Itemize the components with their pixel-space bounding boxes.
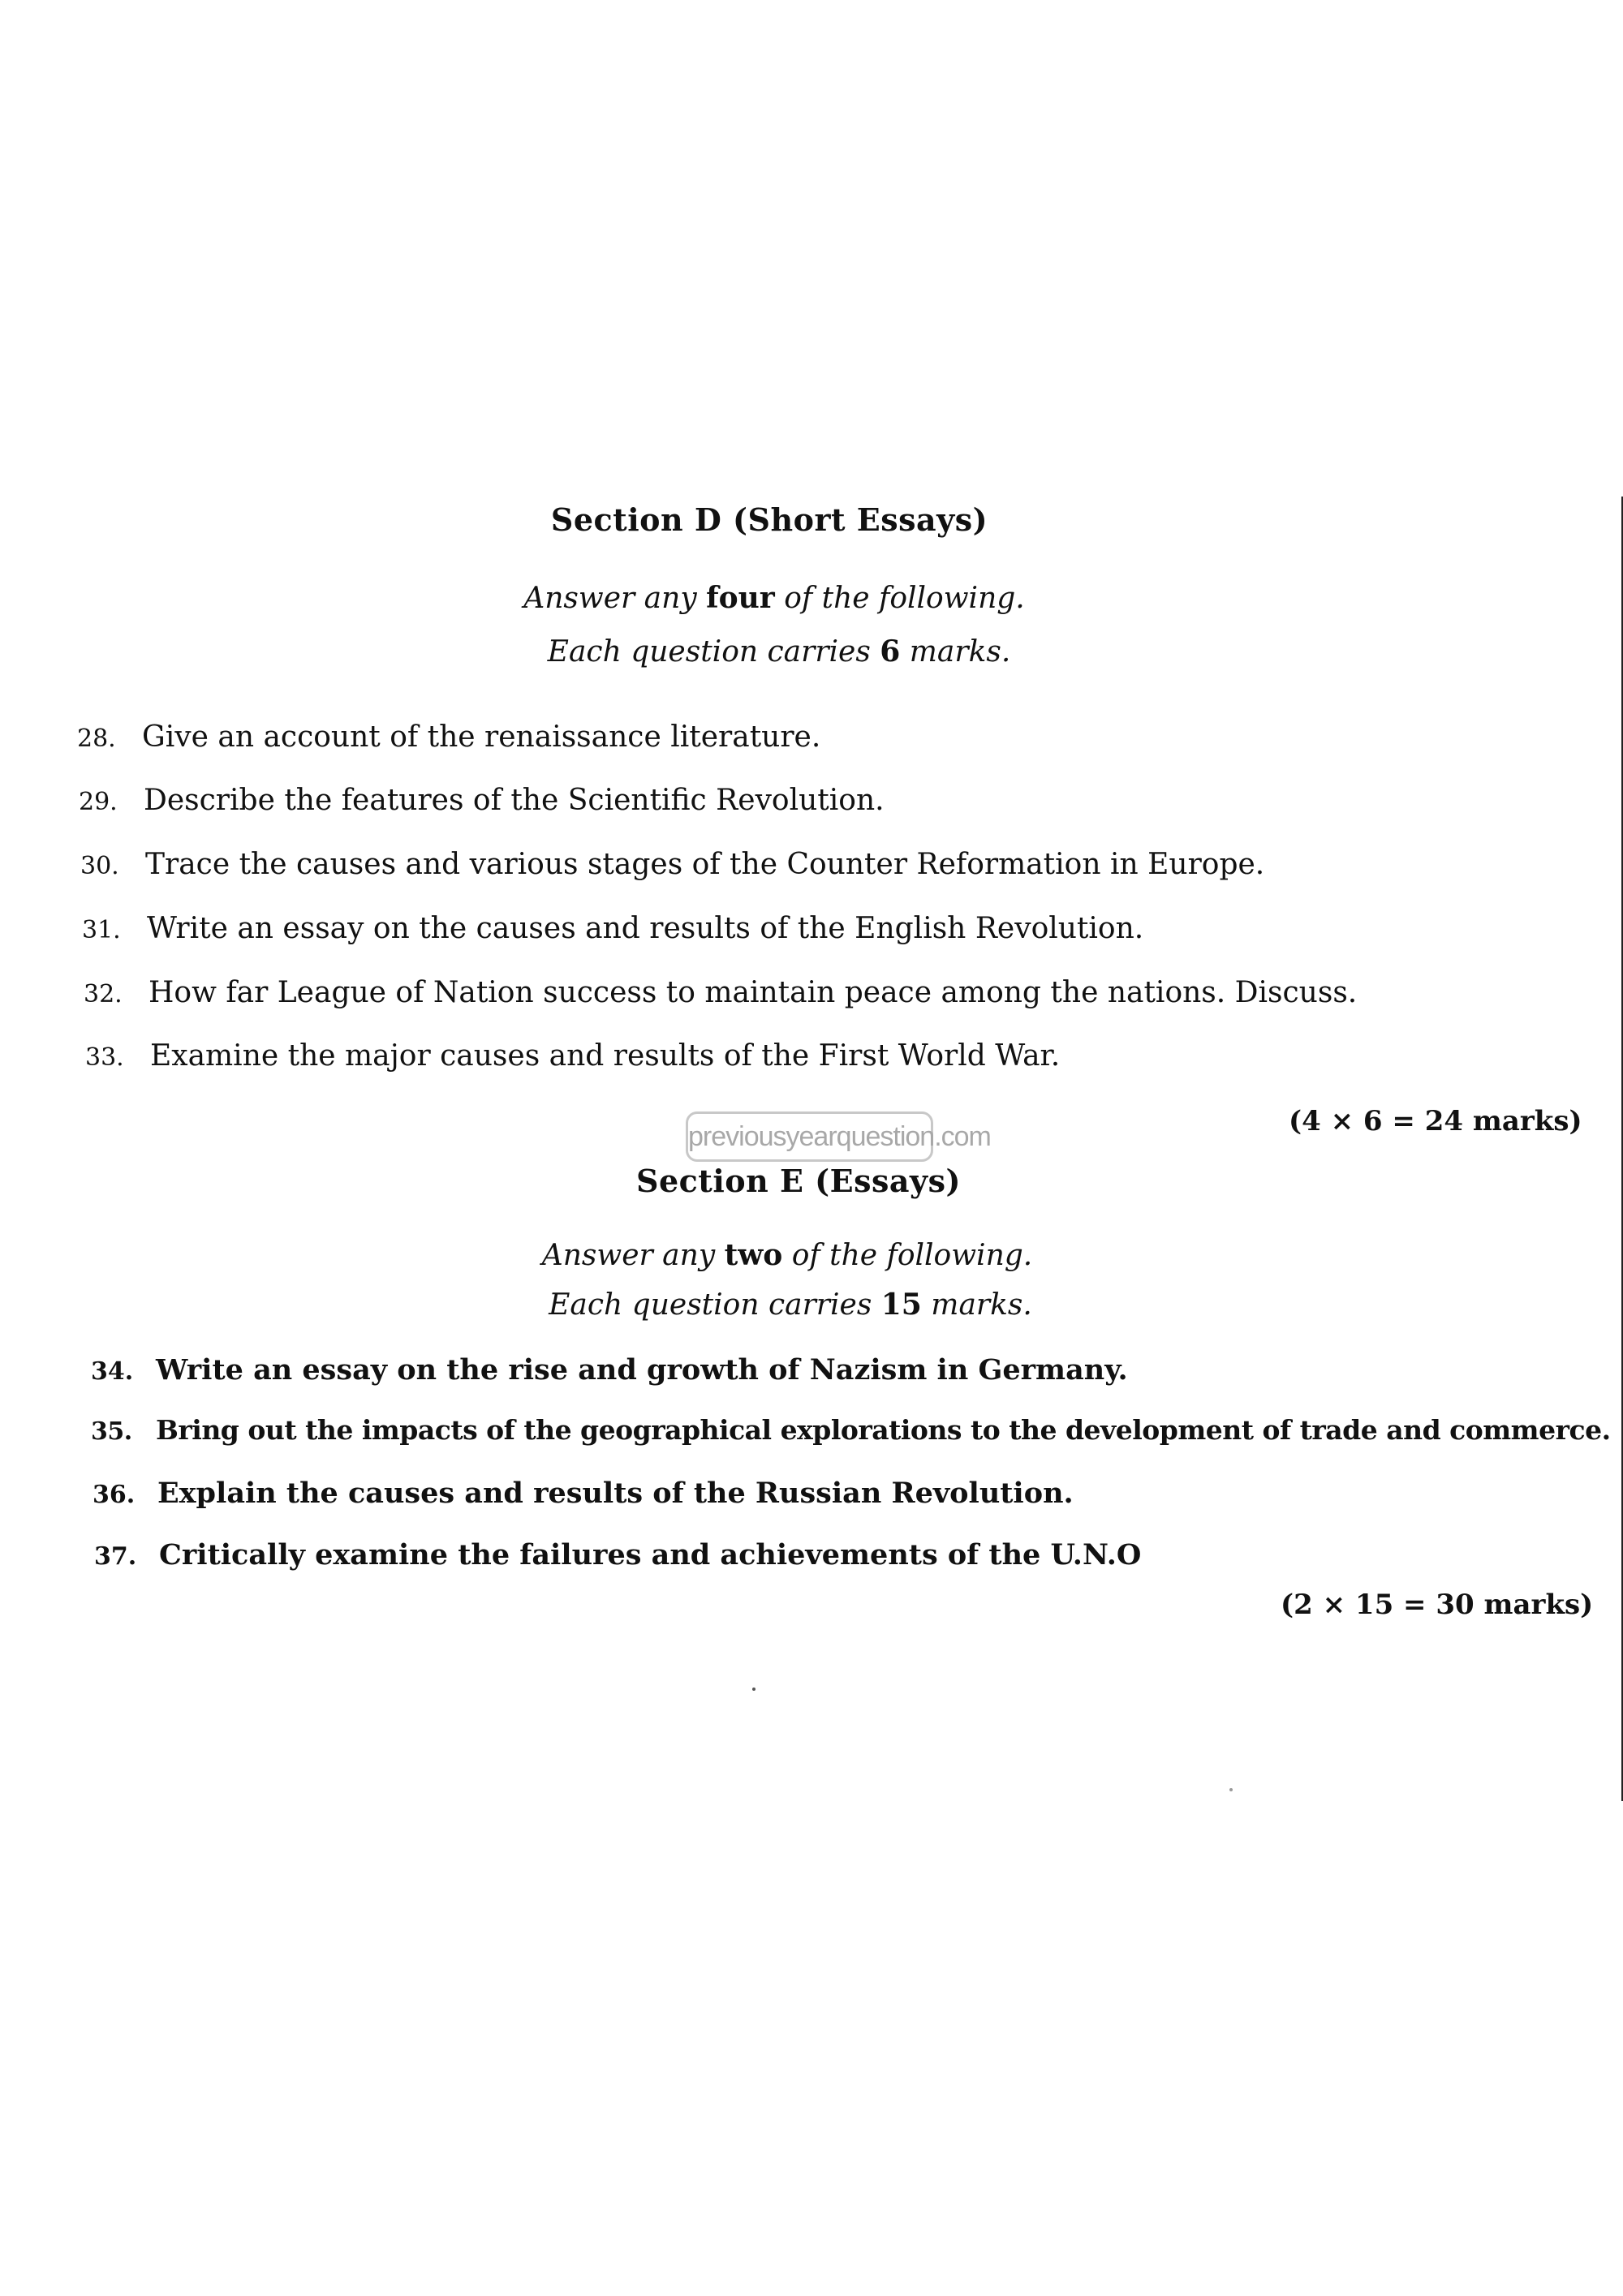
scan-speck [1229,1788,1233,1791]
watermark-stamp: previousyearquestion.com [686,1111,933,1162]
question-30: 30. Trace the causes and various stages of the Counter Reformation in Europe. [80,848,1265,881]
section-e-instruction-2: Each question carries 15 marks. [549,1288,1032,1322]
question-33: 33. Examine the major causes and results of the First World War. [85,1039,1061,1073]
question-28: 28. Give an account of the renaissance literature. [77,720,821,754]
section-e-title: Section E (Essays) [636,1163,961,1199]
question-32: 32. How far League of Nation success to maintain peace among the nations. Discuss. [84,976,1358,1009]
section-e-marks: (2 × 15 = 30 marks) [1281,1589,1594,1621]
section-d-marks: (4 × 6 = 24 marks) [1289,1105,1582,1137]
section-e-instruction-1: Answer any two of the following. [541,1238,1033,1272]
section-d-instruction-1: Answer any four of the following. [523,581,1025,615]
question-34: 34. Write an essay on the rise and growth of Nazism in Germany. [91,1353,1128,1387]
question-29: 29. Describe the features of the Scientific Revolution. [79,784,885,817]
question-37: 37. Critically examine the failures and achievements of the U.N.O [94,1538,1142,1572]
section-d-instruction-2: Each question carries 6 marks. [547,634,1011,669]
question-36: 36. Explain the causes and results of the Russian Revolution. [93,1477,1074,1510]
question-35: 35. Bring out the impacts of the geographical explorations to the development of trade and commerce. [91,1414,1611,1446]
section-d-title: Section D (Short Essays) [550,501,988,538]
question-31: 31. Write an essay on the causes and results of the English Revolution. [82,912,1144,945]
scan-speck [752,1688,756,1691]
